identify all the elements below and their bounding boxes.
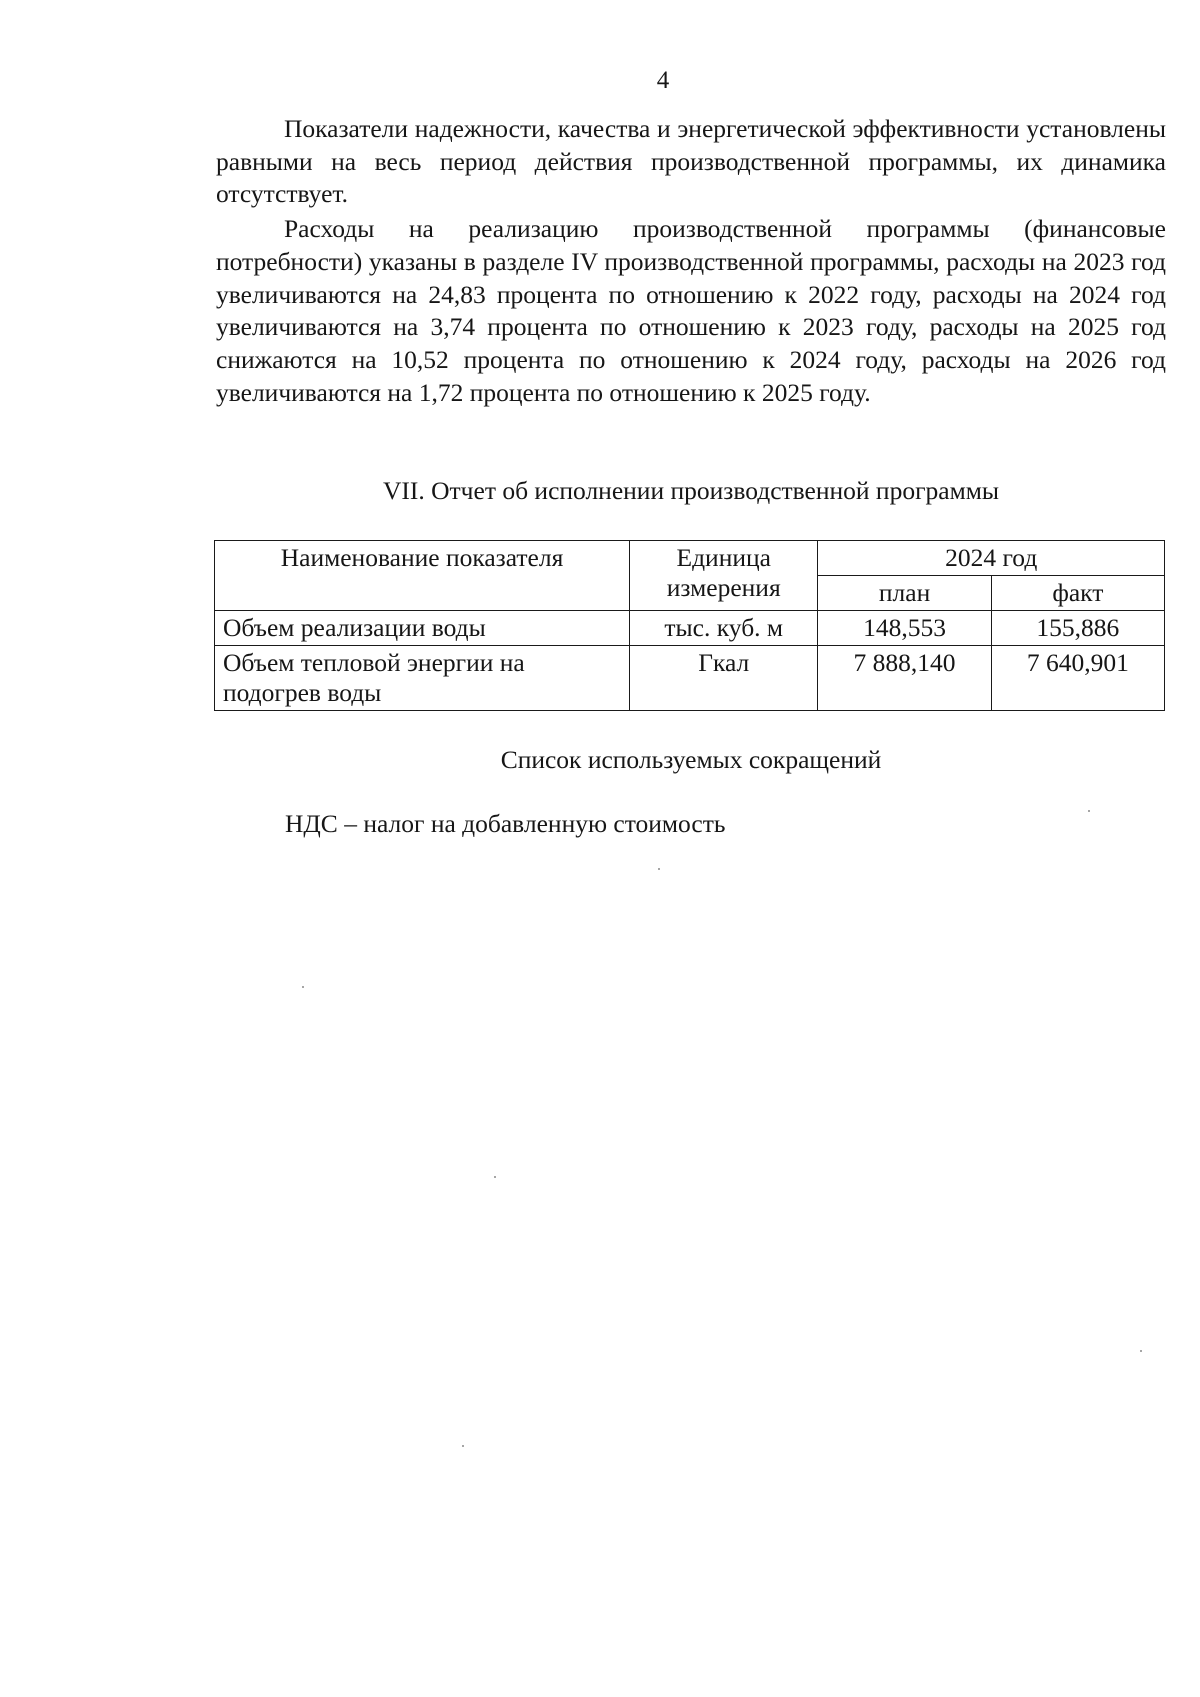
scan-speck [1088, 810, 1090, 812]
cell-fact: 7 640,901 [991, 646, 1164, 711]
scan-speck [302, 986, 304, 988]
header-fact: факт [991, 576, 1164, 611]
header-plan: план [818, 576, 991, 611]
section-title: VII. Отчет об исполнении производственной программы [382, 476, 1000, 505]
scan-speck [462, 1445, 464, 1447]
cell-plan: 7 888,140 [818, 646, 991, 711]
scan-speck [658, 868, 660, 870]
header-year: 2024 год [818, 541, 1165, 576]
cell-indicator-name: Объем тепловой энергии на подогрев воды [215, 646, 630, 711]
cell-indicator-name: Объем реализации воды [215, 611, 630, 646]
scan-speck [1140, 1350, 1142, 1352]
cell-unit: Гкал [630, 646, 818, 711]
body-text [216, 113, 1166, 409]
table-header-row [215, 541, 1165, 576]
execution-report-table [214, 540, 1165, 711]
table-row [215, 611, 1165, 646]
paragraph-program-expenses: Расходы на реализацию производственной программы (финансовые потребности) указаны в разделе IV производственной программы, расходы на 2023 год увеличиваются на 24,83 процента по отношению к 2022 году, расходы на 2024 год увеличиваются на 3,74 процента по отношению к 2023 году, расходы на 2025 год снижаются на 10,52 процента по отношению к 2024 году, расходы на 2026 год увеличиваются на 1,72 процента по отношению к 2025 году. [216, 214, 1166, 407]
abbreviations-title: Список используемых сокращений [500, 745, 882, 774]
paragraph-reliability-indicators: Показатели надежности, качества и энергетической эффективности установлены равными на весь период действия производственной программы, их динамика отсутствует. [216, 114, 1166, 209]
table-row [215, 646, 1165, 711]
header-indicator-name: Наименование показателя [215, 541, 630, 611]
abbreviation-item: НДС – налог на добавленную стоимость [285, 809, 726, 838]
cell-fact: 155,886 [991, 611, 1164, 646]
page-number: 4 [656, 67, 670, 94]
cell-plan: 148,553 [818, 611, 991, 646]
header-unit: Единица измерения [630, 541, 818, 611]
cell-unit: тыс. куб. м [630, 611, 818, 646]
scan-speck [494, 1176, 496, 1178]
